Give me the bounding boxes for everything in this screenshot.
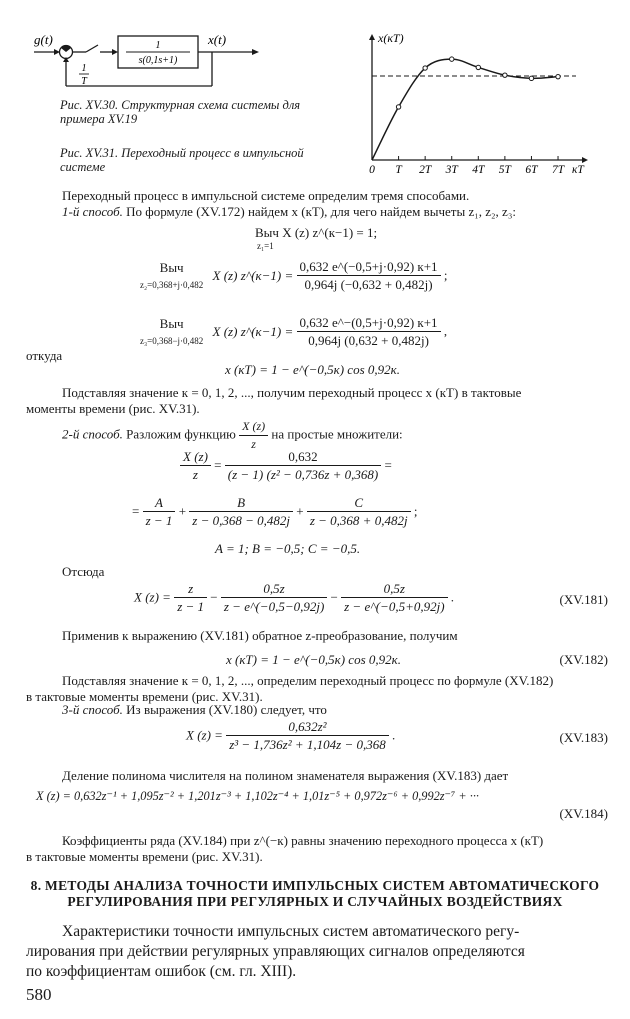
x-axis-arrow — [582, 157, 588, 163]
residue-3: Выч z₃=0,368−j·0,482 X (z) z^(к−1) = $\frac{0,632 e\^{}-(0,5+j\cdot 0,92) к+1}{0,964j (0,632 + 0,482j)}$ , — [140, 315, 448, 348]
term-b-den: z − 0,368 − 0,482j — [192, 513, 290, 528]
term-c-den: z − 0,368 + 0,482j — [309, 513, 408, 528]
x-tick-label: 4T — [472, 164, 485, 176]
eq181-term2 — [221, 580, 327, 615]
section-paragraph-line3: по коэффициентам ошибок (см. гл. XIII). — [26, 963, 297, 980]
fig30-caption-line2: примера XV.19 — [60, 112, 138, 126]
residue-2-num: 0,632 e^(−0,5+j·0,92) к+1 — [297, 258, 441, 276]
paragraph-substitution-1 — [26, 385, 522, 417]
eq181-term3 — [341, 580, 447, 615]
residue-3-lhs: X (z) z^(к−1) = — [212, 323, 294, 339]
section-heading — [26, 878, 604, 910]
eq183-den: z³ − 1,736z² + 1,104z − 0,368 — [229, 737, 386, 752]
residue-2-sub: z₂=0,368+j·0,482 — [140, 279, 204, 290]
paragraph-method3 — [62, 702, 327, 718]
section-paragraph-line1: Характеристики точности импульсных систем автоматического регу- — [62, 923, 520, 940]
x-axis-unit: кТ — [572, 164, 584, 176]
paragraph-series-line2: в тактовые моменты времени (рис. XV.31). — [26, 849, 263, 864]
term-b-num: B — [189, 494, 293, 512]
term-c-fraction — [307, 494, 411, 529]
fig30-caption-line1: Рис. XV.30. Структурная схема системы для — [60, 98, 301, 112]
residue-3-sub: z₃=0,368−j·0,482 — [140, 335, 204, 346]
pf-rhs-num: 0,632 — [225, 448, 381, 466]
x-tick-label: T — [395, 164, 402, 176]
residue-2-label: Выч — [159, 259, 184, 275]
method2-pre: Разложим функцию — [126, 426, 236, 442]
residue-2: Выч z₂=0,368+j·0,482 X (z) z^(к−1) = $\frac{0,632 e\^{}(-0,5+j\cdot 0,92) к+1}{0,964j (-0,632 + 0,482j)}$ ; — [140, 259, 448, 292]
paragraph-inverse-z: Применив к выражению (XV.181) обратное z-преобразование, получим — [62, 628, 458, 643]
partial-fraction-terms: = $\frac{A}{z - 1}$ + $\frac{B}{z - 0,368 - 0,482j}$ + $\frac{C}{z - 0,368 + 0,482j}$ ; — [132, 495, 418, 528]
y-axis-label: x(кТ) — [378, 31, 404, 45]
xkt-formula-1: x (кТ) = 1 − e^(−0,5к) cos 0,92к. — [225, 362, 400, 377]
residue-2-fraction — [297, 258, 441, 293]
x-tick-label: 0 — [369, 164, 375, 176]
method3-text: Из выражения (XV.180) следует, что — [126, 702, 327, 717]
data-point — [450, 57, 454, 61]
method3-label: 3-й способ. — [62, 702, 123, 717]
method2-post: на простые множители: — [271, 426, 403, 442]
equation-182: x (кТ) = 1 − e^(−0,5к) cos 0,92к. — [226, 652, 401, 667]
block-diagram — [30, 28, 270, 98]
data-point — [423, 66, 427, 70]
paragraph-substitution-2-line1: Подставляя значение к = 0, 1, 2, ..., определим переходный процесс по формуле (XV.182) — [62, 673, 554, 688]
eq181-term2-num: 0,5z — [221, 580, 327, 598]
sampler-gain-num: 1 — [81, 63, 87, 74]
term-c-num: C — [307, 494, 411, 512]
equation-181: X (z) = $\frac{z}{z - 1}$ − $\frac{0,5z}{z - e\^{}(-0,5-0,92j)}$ − $\frac{0,5z}{z - e\^{}(-0,5+0,92j)}$ . — [134, 581, 455, 614]
x-tick-label: 3T — [445, 164, 458, 176]
term-a-den: z − 1 — [145, 513, 173, 528]
fig31-caption-line1: Рис. XV.31. Переходный процесс в импульсной — [60, 146, 304, 160]
paragraph-substitution-2-line2: в тактовые моменты времени (рис. XV.31). — [26, 689, 263, 704]
eq183-lhs: X (z) = — [186, 727, 223, 743]
paragraph-method1 — [62, 204, 516, 220]
equation-184: X (z) = 0,632z⁻¹ + 1,095z⁻² + 1,201z⁻³ + 1,102z⁻⁴ + 1,01z⁻⁵ + 0,972z⁻⁶ + 0,992z⁻⁷ + ··· — [36, 789, 479, 803]
residue-1-expr: Выч X (z) z^(к−1) = 1; — [255, 225, 378, 240]
residue-2-lhs: X (z) z^(к−1) = — [212, 267, 294, 283]
equation-184-number: (XV.184) — [559, 806, 608, 821]
tf-denominator: s(0,1s+1) — [138, 55, 178, 66]
equation-183: X (z) = $\frac{\text{0,632z²}}{\text{z³ − 1,736z² + 1,104z − 0,368}}$ . — [186, 719, 396, 752]
paragraph-division: Деление полинома числителя на полином знаменателя выражения (XV.183) дает — [62, 768, 509, 783]
coefficients: A = 1; B = −0,5; C = −0,5. — [215, 541, 361, 556]
data-point — [529, 76, 533, 80]
residue-1 — [255, 225, 377, 251]
section-paragraph — [26, 922, 525, 982]
eq183-num: 0,632z² — [226, 718, 389, 736]
transient-response-chart — [350, 24, 612, 176]
x-tick-label: 6T — [525, 164, 538, 176]
equation-182-number: (XV.182) — [559, 652, 608, 667]
method2-frac-num: X (z) — [239, 418, 268, 436]
residue-3-den: 0,964j (0,632 + 0,482j) — [308, 333, 429, 348]
fig30-caption — [60, 98, 300, 126]
sampler-gain-den: T — [81, 76, 87, 87]
section-paragraph-line2: лирования при действии регулярных управляющих сигналов определяются — [26, 943, 525, 960]
eq181-term3-num: 0,5z — [341, 580, 447, 598]
method1-text: По формуле (XV.172) найдем x (кТ), для чего найдем вычеты z₁, z₂, z₃: — [126, 204, 516, 219]
eq181-term3-den: z − e^(−0,5+0,92j) — [344, 599, 445, 614]
input-label: g(t) — [34, 32, 53, 47]
residue-3-fraction — [297, 314, 441, 349]
pf-rhs-den: (z − 1) (z² − 0,736z + 0,368) — [227, 467, 379, 482]
residue-2-den: 0,964j (−0,632 + 0,482j) — [304, 277, 433, 292]
transient-curve — [372, 59, 558, 160]
x-tick-label: 2T — [419, 164, 432, 176]
method1-label: 1-й способ. — [62, 204, 123, 219]
eq183-fraction — [226, 718, 389, 753]
x-tick-label: 7T — [551, 164, 565, 176]
paragraph-series — [26, 833, 544, 865]
x-tick-label: 5T — [498, 164, 511, 176]
paragraph-substitution-2 — [26, 673, 554, 705]
pf-rhs-fraction — [225, 448, 381, 483]
data-point — [503, 73, 507, 77]
paragraph-series-line1: Коэффициенты ряда (XV.184) при z^(−к) равны значению переходного процесса x (кТ) — [62, 833, 544, 848]
residue-1-sub: z₁=1 — [257, 241, 274, 251]
paragraph-intro: Переходный процесс в импульсной системе определим тремя способами. — [62, 188, 470, 203]
section-heading-line2: РЕГУЛИРОВАНИЯ ПРИ РЕГУЛЯРНЫХ И СЛУЧАЙНЫХ ВОЗДЕЙСТВИЯХ — [67, 894, 563, 909]
fig31-caption-line2: системе — [60, 160, 106, 174]
pf-lhs-num: X (z) — [180, 448, 211, 466]
method2-label: 2-й способ. — [62, 426, 123, 442]
word-otsyuda: Отсюда — [62, 564, 105, 579]
paragraph-substitution-1-line1: Подставляя значение к = 0, 1, 2, ..., получим переходный процесс x (кТ) в тактовые — [62, 385, 522, 400]
eq181-term1-num: z — [174, 580, 207, 598]
eq181-term1 — [174, 580, 207, 615]
sampler-switch — [86, 45, 98, 52]
partial-fraction-eq: $\frac{X (z)}{z}$ = $\frac{0,632}{\text{(z − 1) (z² − 0,736z + 0,368)}}$ = — [180, 448, 392, 483]
eq181-term2-den: z − e^(−0,5−0,92j) — [223, 599, 325, 614]
pf-lhs-fraction — [180, 448, 211, 483]
pf-lhs-den: z — [192, 467, 198, 482]
term-b-fraction — [189, 494, 293, 529]
residue-3-num: 0,632 e^−(0,5+j·0,92) к+1 — [297, 314, 441, 332]
eq181-term1-den: z − 1 — [177, 599, 205, 614]
term-a-fraction — [143, 494, 176, 529]
word-otkuda: откуда — [26, 348, 63, 363]
equation-181-number: (XV.181) — [559, 592, 608, 607]
section-heading-line1: 8. МЕТОДЫ АНАЛИЗА ТОЧНОСТИ ИМПУЛЬСНЫХ СИСТЕМ АВТОМАТИЧЕСКОГО — [30, 878, 600, 893]
eq181-lhs: X (z) = — [134, 589, 171, 605]
equation-183-number: (XV.183) — [559, 730, 608, 745]
y-axis-arrow — [369, 34, 375, 40]
data-point — [556, 74, 560, 78]
term-a-num: A — [143, 494, 176, 512]
tf-numerator: 1 — [155, 40, 161, 51]
paragraph-substitution-1-line2: моменты времени (рис. XV.31). — [26, 401, 200, 416]
fig31-caption — [60, 146, 304, 174]
residue-3-label: Выч — [159, 315, 184, 331]
data-point — [396, 105, 400, 109]
data-point — [476, 65, 480, 69]
page-number: 580 — [26, 985, 52, 1004]
method2-frac-den: z — [251, 437, 256, 451]
output-label: x(t) — [208, 32, 227, 47]
